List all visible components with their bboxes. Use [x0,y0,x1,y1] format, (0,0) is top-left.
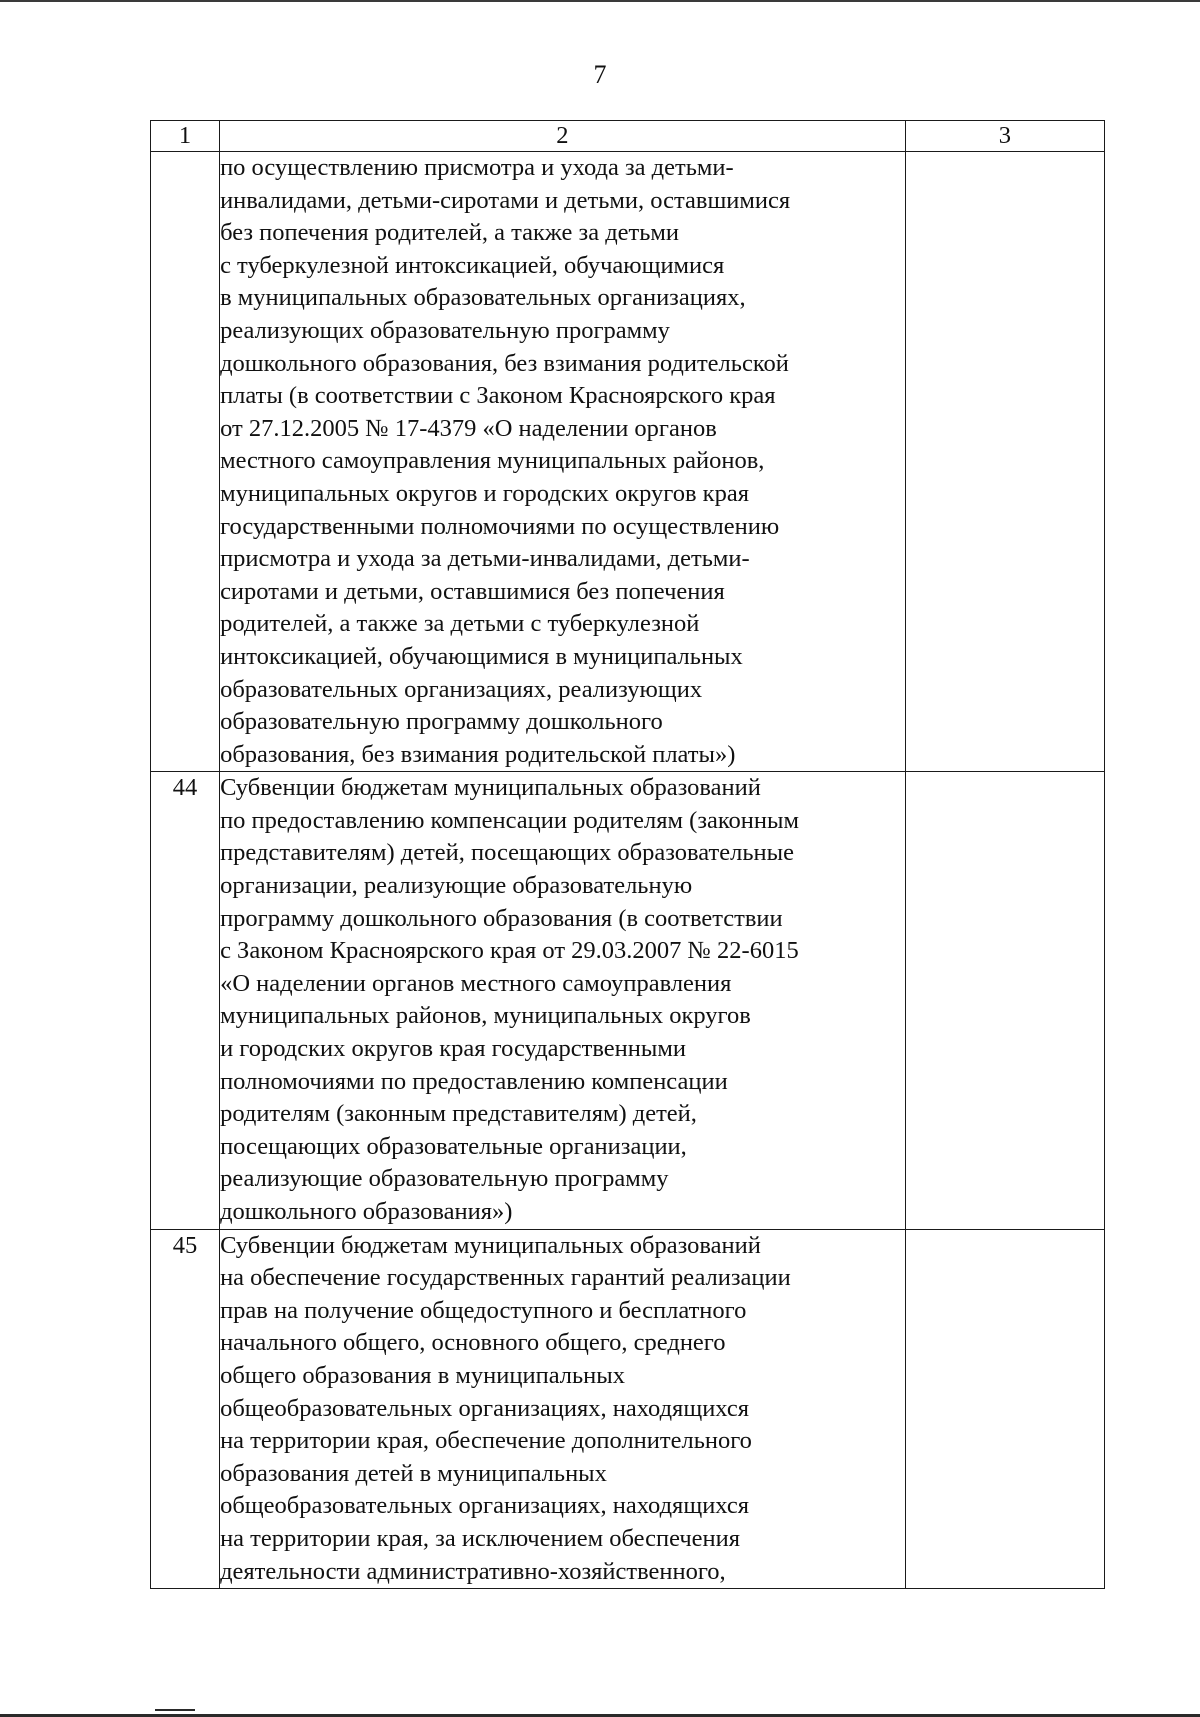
table-header-row [151,121,1105,152]
table-row [151,772,1105,1229]
scan-edge-bottom-left [155,1709,195,1711]
column-header-1: 1 [151,121,220,152]
table-row [151,152,1105,772]
text-line: государственными полномочиями по осуществлению [220,512,780,540]
text-line: родителям (законным представителям) детей, [220,1100,697,1128]
text-line: прав на получение общедоступного и бесплатного [220,1296,747,1324]
text-line: присмотра и ухода за детьми-инвалидами, детьми- [220,545,750,573]
text-line: Субвенции бюджетам муниципальных образований [220,1231,761,1259]
table-body [151,152,1105,1589]
text-line: на обеспечение государственных гарантий реализации [220,1264,791,1292]
text-line: образовательных организациях, реализующих [220,675,703,703]
row-column-3-cell [905,1229,1104,1589]
text-line: в муниципальных образовательных организациях, [220,284,746,312]
text-line: по предоставлению компенсации родителям (законным [220,806,799,834]
page-number: 7 [593,60,607,89]
text-line: и городских округов края государственными [220,1035,686,1063]
text-line: инвалидами, детьми-сиротами и детьми, оставшимися [220,186,791,214]
text-line: платы (в соответствии с Законом Красноярского края [220,382,776,410]
text-line: на территории края, за исключением обеспечения [220,1524,741,1552]
text-line: без попечения родителей, а также за детьми [220,219,680,247]
text-line: сиротами и детьми, оставшимися без попечения [220,577,725,605]
text-line: от 27.12.2005 № 17-4379 «О наделении органов [220,414,717,442]
text-line: на территории края, обеспечение дополнительного [220,1427,752,1455]
text-line: местного самоуправления муниципальных районов, [220,447,765,475]
text-line: муниципальных районов, муниципальных округов [220,1002,751,1030]
text-line: общеобразовательных организациях, находящихся [220,1492,749,1520]
row-column-3-cell [905,152,1104,772]
text-line: реализующих образовательную программу [220,316,670,344]
text-line: деятельности административно-хозяйственного, [220,1557,726,1585]
text-line: начального общего, основного общего, среднего [220,1329,726,1357]
text-line: с туберкулезной интоксикацией, обучающимися [220,251,725,279]
row-number-cell: 45 [151,1229,220,1589]
text-line: по осуществлению присмотра и ухода за детьми- [220,154,734,181]
text-line: образовательную программу дошкольного [220,708,663,736]
text-line: с Законом Красноярского края от 29.03.2007 № 22-6015 [220,937,799,965]
text-line: посещающих образовательные организации, [220,1132,687,1160]
row-number-cell: 44 [151,772,220,1229]
text-line: образования, без взимания родительской платы») [220,740,736,768]
row-text-cell [220,772,906,1229]
row-text-cell [220,152,906,772]
text-line: общеобразовательных организациях, находящихся [220,1394,749,1422]
text-line: организации, реализующие образовательную [220,872,693,900]
text-line: дошкольного образования») [220,1198,513,1225]
text-line: представителям) детей, посещающих образовательные [220,839,794,867]
text-line: родителей, а также за детьми с туберкулезной [220,610,700,638]
row-column-3-cell [905,772,1104,1229]
text-line: реализующие образовательную программу [220,1165,669,1193]
text-line: «О наделении органов местного самоуправления [220,969,732,997]
row-text-cell [220,1229,906,1589]
text-line: полномочиями по предоставлению компенсации [220,1067,728,1095]
text-line: интоксикацией, обучающимися в муниципальных [220,642,743,670]
column-header-2: 2 [220,121,906,152]
row-number-cell [151,152,220,772]
text-line: общего образования в муниципальных [220,1361,626,1389]
scan-edge-top [0,0,1200,2]
column-header-3: 3 [905,121,1104,152]
text-line: программу дошкольного образования (в соответствии [220,904,783,932]
text-line: дошкольного образования, без взимания родительской [220,349,789,377]
document-table [150,120,1105,1589]
table-row [151,1229,1105,1589]
text-line: муниципальных округов и городских округов края [220,479,749,507]
text-line: образования детей в муниципальных [220,1459,607,1487]
text-line: Субвенции бюджетам муниципальных образований [220,774,761,802]
